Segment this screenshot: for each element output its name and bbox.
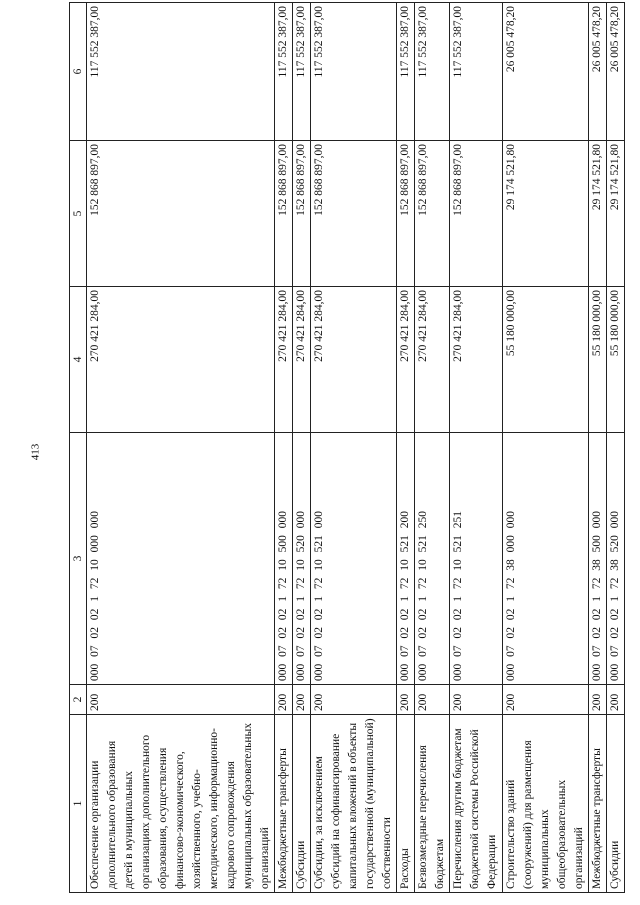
- row-budget-code: 000 07 02 02 1 72 10 000 000: [87, 433, 275, 685]
- header-col-3: 3: [70, 433, 87, 685]
- row-budget-code: 000 07 02 02 1 72 38 520 000: [607, 433, 625, 685]
- row-name: Субсидии: [293, 715, 311, 893]
- row-name: Межбюджетные трансферты: [275, 715, 293, 893]
- row-value-2: 152 868 897,00: [275, 141, 293, 287]
- header-col-6: 6: [70, 3, 87, 141]
- page-number: [28, 440, 42, 464]
- row-value-total: 270 421 284,00: [87, 287, 275, 433]
- row-value-2: 152 868 897,00: [87, 141, 275, 287]
- table-row: [415, 3, 450, 893]
- row-value-total: 270 421 284,00: [450, 287, 503, 433]
- row-budget-code: 000 07 02 02 1 72 10 521 200: [397, 433, 415, 685]
- row-budget-code: 000 07 02 02 1 72 38 500 000: [589, 433, 607, 685]
- row-budget-code: 000 07 02 02 1 72 38 000 000: [503, 433, 589, 685]
- header-row: [70, 3, 87, 893]
- row-budget-code: 000 07 02 02 1 72 10 521 000: [311, 433, 397, 685]
- header-col-5: 5: [70, 141, 87, 287]
- header-col-4: 4: [70, 287, 87, 433]
- row-value-2: 29 174 521,80: [503, 141, 589, 287]
- row-admin-code: 200: [415, 685, 450, 715]
- row-admin-code: 200: [397, 685, 415, 715]
- row-name: Строительство зданий (сооружений) для размещения муниципальных общеобразовательных организаций: [503, 715, 589, 893]
- row-budget-code: 000 07 02 02 1 72 10 521 251: [450, 433, 503, 685]
- table-row: [293, 3, 311, 893]
- table-row: [275, 3, 293, 893]
- row-admin-code: 200: [607, 685, 625, 715]
- header-col-2: 2: [70, 685, 87, 715]
- row-name: Перечисления другим бюджетам бюджетной системы Российской Федерации: [450, 715, 503, 893]
- row-value-total: 55 180 000,00: [607, 287, 625, 433]
- row-value-3: 26 005 478,20: [607, 3, 625, 141]
- row-value-3: 117 552 387,00: [397, 3, 415, 141]
- row-value-2: 152 868 897,00: [415, 141, 450, 287]
- row-admin-code: 200: [293, 685, 311, 715]
- budget-table-rotated: [69, 3, 621, 893]
- row-value-3: 26 005 478,20: [589, 3, 607, 141]
- row-value-2: 152 868 897,00: [293, 141, 311, 287]
- table-row: [607, 3, 625, 893]
- row-value-total: 270 421 284,00: [397, 287, 415, 433]
- row-admin-code: 200: [503, 685, 589, 715]
- row-value-2: 152 868 897,00: [450, 141, 503, 287]
- row-name: Обеспечение организации дополнительного образования детей в муниципальных организациях дополнительного образования, осуществления финансово-экономического, хозяйственного, учебно-методического, информационно-кадрового сопровождения муниципальных образовательных организаций: [87, 715, 275, 893]
- row-name: Расходы: [397, 715, 415, 893]
- row-name: Субсидии: [607, 715, 625, 893]
- row-budget-code: 000 07 02 02 1 72 10 500 000: [275, 433, 293, 685]
- table-row: [450, 3, 503, 893]
- row-budget-code: 000 07 02 02 1 72 10 521 250: [415, 433, 450, 685]
- row-name: Безвозмездные перечисления бюджетам: [415, 715, 450, 893]
- row-value-3: 117 552 387,00: [293, 3, 311, 141]
- table-row: [87, 3, 275, 893]
- row-name: Субсидии, за исключением субсидий на софинансирование капитальных вложений в объекты государственной (муниципальной) собственности: [311, 715, 397, 893]
- row-value-total: 270 421 284,00: [275, 287, 293, 433]
- table-row: [503, 3, 589, 893]
- row-admin-code: 200: [589, 685, 607, 715]
- row-value-3: 117 552 387,00: [450, 3, 503, 141]
- page-number-text: 413: [29, 443, 41, 461]
- row-value-total: 270 421 284,00: [293, 287, 311, 433]
- table-row: [311, 3, 397, 893]
- table-row: [589, 3, 607, 893]
- row-value-2: 29 174 521,80: [589, 141, 607, 287]
- budget-table: [69, 2, 625, 893]
- row-admin-code: 200: [87, 685, 275, 715]
- row-value-3: 26 005 478,20: [503, 3, 589, 141]
- row-admin-code: 200: [450, 685, 503, 715]
- row-value-3: 117 552 387,00: [87, 3, 275, 141]
- row-value-total: 270 421 284,00: [311, 287, 397, 433]
- row-value-3: 117 552 387,00: [311, 3, 397, 141]
- row-value-2: 152 868 897,00: [311, 141, 397, 287]
- row-value-3: 117 552 387,00: [275, 3, 293, 141]
- row-name: Межбюджетные трансферты: [589, 715, 607, 893]
- row-value-2: 29 174 521,80: [607, 141, 625, 287]
- header-col-1: 1: [70, 715, 87, 893]
- row-value-total: 55 180 000,00: [503, 287, 589, 433]
- row-budget-code: 000 07 02 02 1 72 10 520 000: [293, 433, 311, 685]
- row-admin-code: 200: [311, 685, 397, 715]
- row-value-3: 117 552 387,00: [415, 3, 450, 141]
- row-admin-code: 200: [275, 685, 293, 715]
- table-row: [397, 3, 415, 893]
- row-value-2: 152 868 897,00: [397, 141, 415, 287]
- row-value-total: 55 180 000,00: [589, 287, 607, 433]
- row-value-total: 270 421 284,00: [415, 287, 450, 433]
